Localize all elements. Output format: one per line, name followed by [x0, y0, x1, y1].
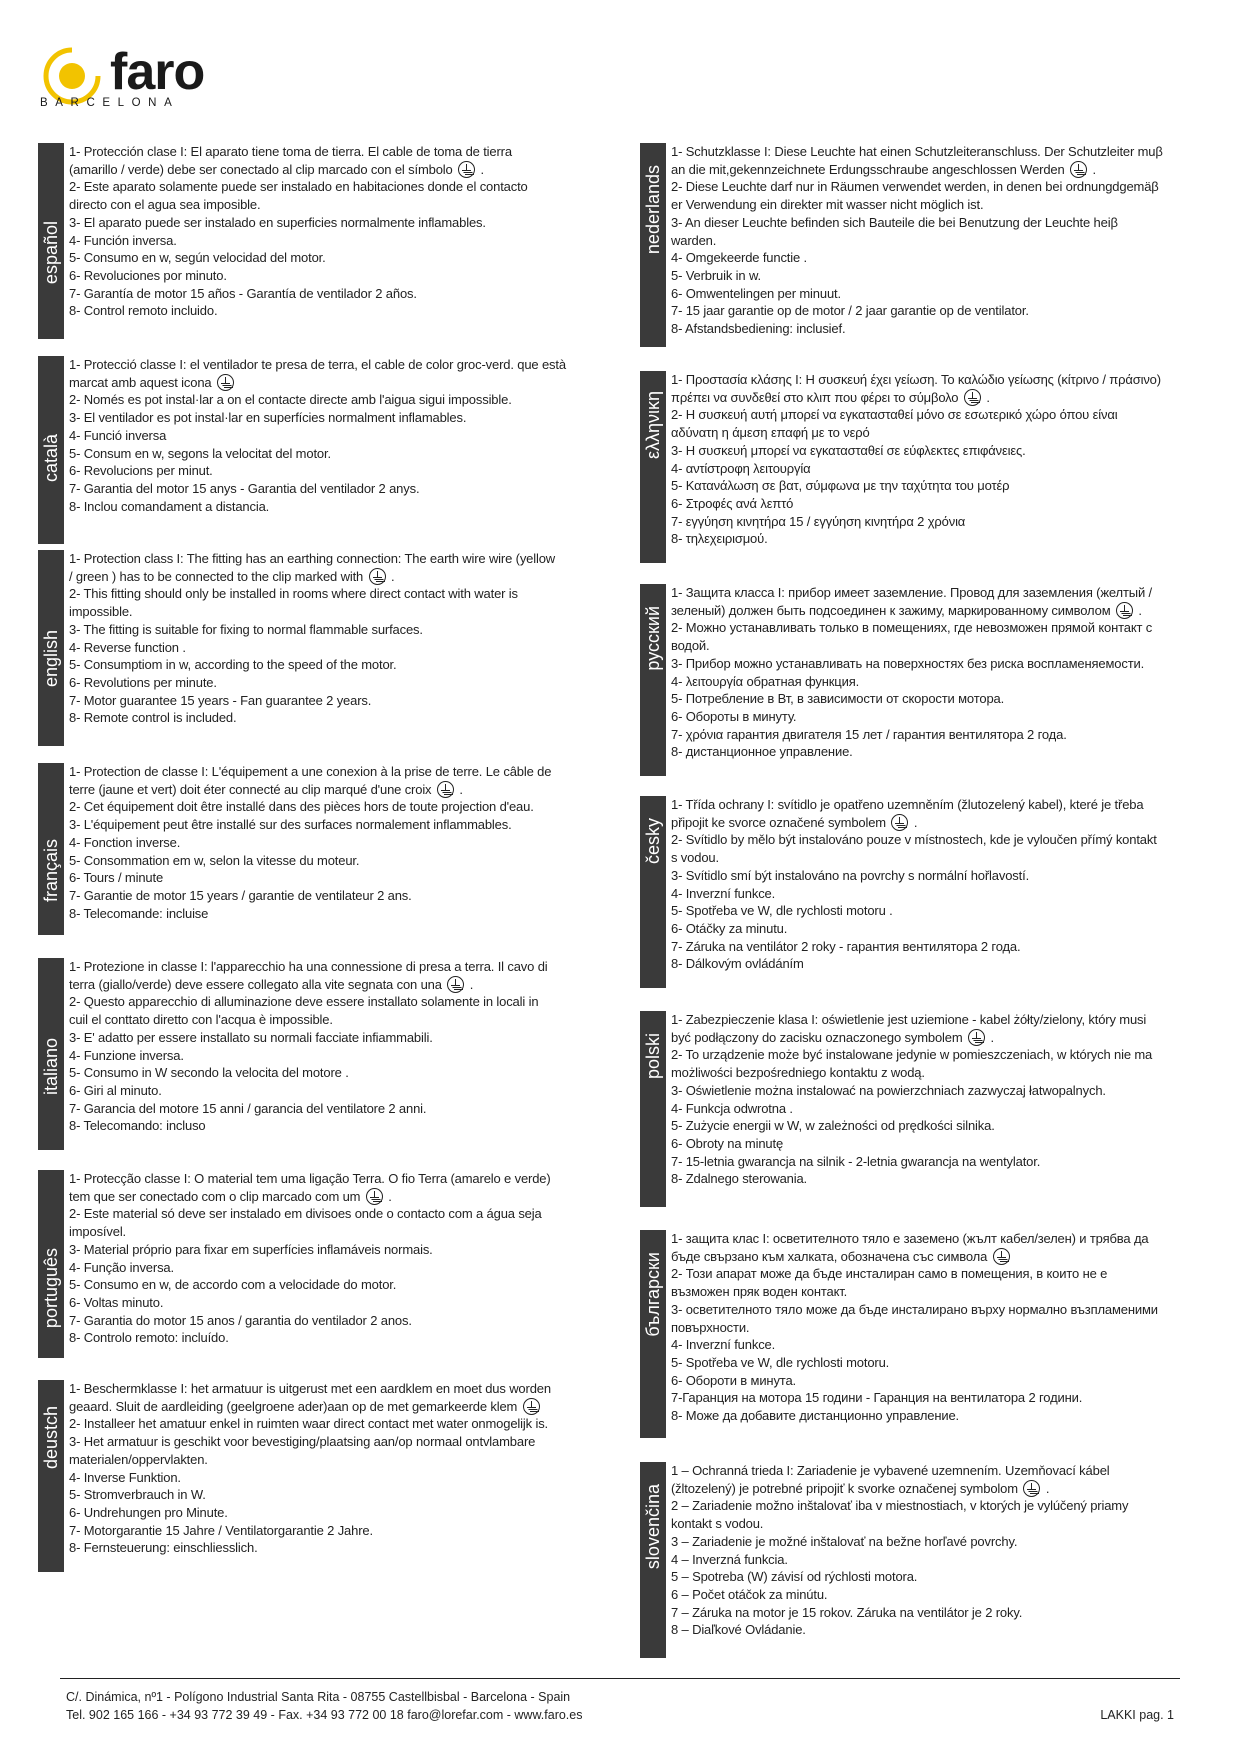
text-line: 7- Garantie de motor 15 years / garantie de ventilateur 2 ans.	[69, 887, 412, 903]
text-line: geaard. Sluit de aardleiding (geelgroene ader)aan op de met gemarkeerde klem	[69, 1398, 551, 1416]
text-line: 7- χρόνια гарантия двигателя 15 лет / гарантия вентилятора 2 года.	[671, 726, 1067, 742]
earth-ground-icon	[523, 1398, 540, 1415]
earth-ground-icon	[1116, 602, 1133, 619]
text-line: 3- Material próprio para fixar em superfícies inflamáveis normais.	[69, 1241, 433, 1257]
text-line: 3- E' adatto per essere installato su normali facciate infiammabili.	[69, 1029, 433, 1045]
text-line: 1- Protecció classe I: el ventilador te presa de terra, el cable de color groc-verd. que està	[69, 357, 566, 372]
text-line: připojit ke svorce označené symbolem .	[671, 814, 918, 830]
text-line: 7 – Záruka na motor je 15 rokov. Záruka na ventilátor je 2 roky.	[671, 1604, 1023, 1620]
text-line: 2- This fitting should only be installed in rooms where direct contact with water is	[69, 586, 518, 602]
text-line: 7- Garantia do motor 15 anos / garantia do ventilador 2 anos.	[69, 1312, 412, 1328]
text-line: 7- Garantia del motor 15 anys - Garantia del ventilador 2 anys.	[69, 480, 420, 496]
text-line: 4- αντίστροφη λειτουργία	[671, 460, 811, 476]
text-line: 8- Afstandsbediening: inclusief.	[671, 321, 846, 337]
language-bar	[640, 1011, 666, 1207]
text-line: 6- Revoluciones por minuto.	[69, 267, 227, 283]
text-line: 4- Funzione inversa.	[69, 1047, 184, 1063]
text-line: 7- 15-letnia gwarancja na silnik - 2-letnia gwarancja na wentylator.	[671, 1153, 1041, 1169]
text-line: 1- Protecção classe I: O material tem uma ligação Terra. O fio Terra (amarelo e verde)	[69, 1171, 551, 1186]
text-line: 5- Consum en w, segons la velocitat del motor.	[69, 445, 331, 461]
earth-ground-icon	[369, 568, 386, 585]
text-line: 5- Consommation em w, selon la vitesse du moteur.	[69, 852, 360, 868]
text-line: 1- Protection class I: The fitting has an earthing connection: The earth wire wire (yellow	[69, 551, 556, 566]
text-line: 2 – Zariadenie možno inštalovať iba v miestnostiach, v ktorých je vylúčený priamy	[671, 1498, 1129, 1514]
text-line: зеленый) должен быть подсоединен к зажиму, маркированному символом .	[671, 602, 1142, 618]
text-line: 3- Η συσκευή μπορεί να εγκατασταθεί σε εύφλεκτες επιφάνειες.	[671, 442, 1026, 458]
language-bar	[38, 958, 64, 1150]
instructions	[69, 1170, 551, 1347]
text-line: 3- An dieser Leuchte befinden sich Bauteile die bei Benutzung der Leuchte heiβ	[671, 214, 1118, 230]
text-line: 5 – Spotreba (W) závisí od rýchlosti motora.	[671, 1569, 918, 1585]
text-line: 6- Giri al minuto.	[69, 1082, 162, 1098]
text-line: 4 – Inverzná funkcia.	[671, 1551, 788, 1567]
footer-address: C/. Dinámica, nº1 - Polígono Industrial Santa Rita - 08755 Castellbisbal - Barcelona - Spain	[66, 1690, 571, 1704]
text-line: er Verwendung ein direkter mit wasser nicht möglich ist.	[671, 197, 984, 213]
language-bar	[38, 1380, 64, 1572]
text-line: 2- Този апарат може да бъде инсталиран само в помещения, в които не е	[671, 1266, 1108, 1282]
text-line: бъде свързано към халката, обозначена със символа	[671, 1248, 1158, 1266]
instructions	[69, 356, 566, 515]
text-line: marcat amb aquest icona	[69, 374, 566, 392]
earth-ground-icon	[447, 976, 464, 993]
text-line: 7- εγγύηση κινητήρα 15 / εγγύηση κινητήρα 2 χρόνια	[671, 513, 966, 529]
text-line: 6- Otáčky za minutu.	[671, 920, 788, 936]
text-line: 1- Protezione in classe I: l'apparecchio ha una connessione di presa a terra. Il cavo di	[69, 959, 548, 974]
earth-ground-icon	[1070, 161, 1087, 178]
text-line: tem que ser conectado com o clip marcado com um .	[69, 1188, 392, 1204]
text-line: 3- El aparato puede ser instalado en superficies normalmente inflamables.	[69, 214, 486, 230]
text-line: 2- Només es pot instal·lar a on el contacte directe amb l'aigua sigui impossible.	[69, 392, 512, 408]
earth-ground-icon	[458, 161, 475, 178]
text-line: 8- Fernsteuerung: einschliesslich.	[69, 1540, 258, 1556]
language-label: ελληνικη	[643, 391, 663, 460]
text-line: kontakt s vodou.	[671, 1516, 764, 1532]
instructions	[671, 796, 1157, 973]
instructions	[671, 584, 1152, 761]
text-line: 5- Spotřeba ve W, dle rychlosti motoru .	[671, 903, 893, 919]
text-line: 6- Στροφές ανά λεπτό	[671, 495, 794, 511]
earth-ground-icon	[217, 374, 234, 391]
text-line: 3 – Zariadenie je možné inštalovať na bežne horľavé povrchy.	[671, 1533, 1018, 1549]
text-line: 8- Telecomando: incluso	[69, 1118, 206, 1134]
text-line: 2- To urządzenie może być instalowane jedynie w pomieszczeniach, w których nie ma	[671, 1047, 1153, 1063]
language-label: català	[41, 434, 61, 483]
text-line: 1- Защита класса I: прибор имеет заземление. Провод для заземления (желтый /	[671, 585, 1153, 600]
instructions	[671, 371, 1161, 548]
text-line: imposível.	[69, 1224, 127, 1240]
text-line: 8- Inclou comandament a distancia.	[69, 498, 270, 514]
text-line: 4- Inverzní funkce.	[671, 1337, 776, 1353]
text-line: impossible.	[69, 604, 133, 620]
instructions	[69, 1380, 551, 1557]
language-label: français	[41, 839, 61, 903]
text-line: warden.	[671, 232, 717, 248]
text-line: możliwości bezpośredniego kontaktu z wodą.	[671, 1065, 925, 1081]
text-line: 6 – Počet otáčok za minútu.	[671, 1586, 828, 1602]
text-line: 8- Zdalnego sterowania.	[671, 1171, 808, 1187]
language-bar	[640, 371, 666, 563]
text-line: 2- Questo apparecchio di alluminazione deve essere installato solamente in locali in	[69, 994, 539, 1010]
language-bar	[640, 1462, 666, 1658]
language-label: български	[643, 1252, 663, 1337]
text-line: 6- Revolucions per minut.	[69, 463, 213, 479]
text-line: 7- Garantía de motor 15 años - Garantía de ventilador 2 años.	[69, 285, 417, 301]
text-line: 1- Protection de classe I: L'équipement a une conexion à la prise de terre. Le câble de	[69, 764, 552, 779]
text-line: 4- Funkcja odwrotna .	[671, 1100, 793, 1116]
brand-sub: BARCELONA	[40, 97, 180, 109]
text-line: 7- Motorgarantie 15 Jahre / Ventilatorgarantie 2 Jahre.	[69, 1522, 373, 1538]
instructions	[69, 958, 548, 1135]
text-line: πρέπει να συνδεθεί στο κλιπ που φέρει το σύμβολο .	[671, 389, 990, 405]
text-line: 1- Schutzklasse I: Diese Leuchte hat einen Schutzleiteranschluss. Der Schutzleiter muβ	[671, 144, 1163, 159]
text-line: 4- Fonction inverse.	[69, 834, 181, 850]
text-line: 7- Motor guarantee 15 years - Fan guarantee 2 years.	[69, 692, 372, 708]
text-line: 1- защита клас I: осветителното тяло е заземено (жълт кабел/зелен) и трябва да	[671, 1231, 1149, 1246]
text-line: 1- Protección clase I: El aparato tiene toma de tierra. El cable de toma de tierra	[69, 144, 512, 159]
instructions	[69, 143, 528, 320]
text-line: (amarillo / verde) debe ser conectado al clip marcado con el símbolo .	[69, 161, 485, 177]
text-line: 3- L'équipement peut être installé sur des surfaces normalement inflammables.	[69, 817, 512, 833]
text-line: 8- Control remoto incluido.	[69, 303, 218, 319]
text-line: 1- Beschermklasse I: het armatuur is uitgerust met een aardklem en moet dus worden	[69, 1381, 551, 1396]
text-line: materialen/oppervlakten.	[69, 1451, 208, 1467]
text-line: 3- Het armatuur is geschikt voor bevestiging/plaatsing aan/op normaal ontvlambare	[69, 1434, 536, 1450]
text-line: 3- Svítidlo smí být instalováno na povrchy s normální hořlavostí.	[671, 867, 1030, 883]
text-line: 8- Може да добавите дистанционно управление.	[671, 1408, 960, 1424]
text-line: водой.	[671, 638, 710, 654]
text-line: 4- Inverzní funkce.	[671, 885, 776, 901]
text-line: 8- Telecomande: incluise	[69, 905, 209, 921]
faro-logo	[38, 42, 228, 112]
text-line: directo con el agua sea imposible.	[69, 197, 261, 213]
earth-ground-icon	[1023, 1480, 1040, 1497]
text-line: 2- Este aparato solamente puede ser instalado en habitaciones donde el contacto	[69, 179, 528, 195]
language-bar	[38, 1170, 64, 1358]
text-line: 8- дистанционное управление.	[671, 744, 853, 760]
language-label: русский	[643, 606, 663, 671]
language-bar	[640, 1230, 666, 1438]
language-label: deustch	[41, 1406, 61, 1470]
language-label: español	[41, 221, 61, 285]
text-line: 1- Třída ochrany I: svítidlo je opatřeno uzemněním (žlutozelený kabel), které je třeba	[671, 797, 1144, 812]
footer-divider	[60, 1678, 1180, 1679]
text-line: 6- Undrehungen pro Minute.	[69, 1504, 228, 1520]
text-line: terra (giallo/verde) deve essere collegato alla vite segnata con una .	[69, 976, 474, 992]
text-line: 4- Função inversa.	[69, 1259, 174, 1275]
text-line: 6- Обороти в минута.	[671, 1372, 797, 1388]
earth-ground-icon	[993, 1248, 1010, 1265]
text-line: 1- Προστασία κλάσης I: Η συσκευή έχει γείωση. Το καλώδιο γείωσης (κίτρινο / πράσινο)	[671, 372, 1161, 387]
language-label: português	[41, 1248, 61, 1329]
text-line: 6- Tours / minute	[69, 870, 164, 886]
text-line: 8- τηλεχειρισμού.	[671, 531, 768, 547]
instructions	[69, 763, 551, 922]
instructions	[671, 1230, 1158, 1425]
text-line: 4- Inverse Funktion.	[69, 1469, 181, 1485]
text-line: (žltozelený) je potrebné pripojiť k svorke označenej symbolom .	[671, 1480, 1050, 1496]
text-line: 5- Verbruik in w.	[671, 267, 761, 283]
language-bar	[640, 143, 666, 347]
text-line: 8- Dálkovým ovládáním	[671, 956, 804, 972]
text-line: 3- El ventilador es pot instal·lar en superfícies normalment inflamables.	[69, 410, 467, 426]
text-line: 4- Reverse function .	[69, 639, 186, 655]
language-bar	[38, 356, 64, 544]
text-line: 5- Consumo en w, según velocidad del motor.	[69, 250, 326, 266]
text-line: 7- Garancia del motore 15 anni / garancia del ventilatore 2 anni.	[69, 1100, 427, 1116]
text-line: 7- Záruka na ventilátor 2 roky - гарантия вентилятора 2 года.	[671, 938, 1021, 954]
text-line: 5- Consumptiom in w, according to the speed of the motor.	[69, 657, 397, 673]
text-line: 1- Zabezpieczenie klasa I: oświetlenie jest uziemione - kabel żółty/zielony, który musi	[671, 1012, 1147, 1027]
text-line: 4- Función inversa.	[69, 232, 177, 248]
text-line: 4- λειτουργία обратная функция.	[671, 673, 860, 689]
text-line: 2- Svítidlo by mělo být instalováno pouze v místnostech, kde je vyloučen přímý kontakt	[671, 832, 1157, 848]
text-line: 3- Прибор можно устанавливать на поверхностях без риска воспламеняемости.	[671, 655, 1145, 671]
text-line: 4- Funció inversa	[69, 427, 167, 443]
page-number: LAKKI pag. 1	[1100, 1708, 1174, 1722]
language-bar	[640, 584, 666, 776]
text-line: 5- Spotřeba ve W, dle rychlosti motoru.	[671, 1354, 890, 1370]
text-line: / green ) has to be connected to the clip marked with .	[69, 568, 395, 584]
text-line: terre (jaune et vert) doit éter connecté au clip marqué d'une croix .	[69, 781, 463, 797]
text-line: 6- Revolutions per minute.	[69, 674, 217, 690]
text-line: повърхности.	[671, 1319, 750, 1335]
text-line: 5- Zużycie energii w W, w zależności od prędkości silnika.	[671, 1118, 995, 1134]
earth-ground-icon	[366, 1188, 383, 1205]
earth-ground-icon	[964, 389, 981, 406]
text-line: 5- Consumo in W secondo la velocita del motore .	[69, 1065, 349, 1081]
earth-ground-icon	[891, 814, 908, 831]
text-line: 2- Diese Leuchte darf nur in Räumen verwendet werden, in denen bei ordnungdgemäβ	[671, 179, 1159, 195]
language-label: english	[41, 630, 61, 688]
text-line: cuil el conttato diretto con l'acqua è impossible.	[69, 1012, 333, 1028]
language-label: polski	[643, 1033, 663, 1080]
text-line: 3- The fitting is suitable for fixing to normal flammable surfaces.	[69, 621, 423, 637]
text-line: 5- Stromverbrauch in W.	[69, 1487, 206, 1503]
language-label: česky	[643, 818, 663, 865]
language-label: italiano	[41, 1038, 61, 1096]
text-line: być podłączony do zacisku oznaczonego symbolem .	[671, 1029, 994, 1045]
earth-ground-icon	[437, 781, 454, 798]
text-line: 6- Voltas minuto.	[69, 1294, 164, 1310]
text-line: 7- 15 jaar garantie op de motor / 2 jaar garantie op de ventilator.	[671, 303, 1029, 319]
instructions	[671, 1011, 1152, 1188]
text-line: 5- Consumo en w, de accordo com a velocidade do motor.	[69, 1277, 397, 1293]
text-line: 2- Cet équipement doit être installé dans des pièces hors de toute projection d'eau.	[69, 799, 534, 815]
language-label: nederlands	[643, 165, 663, 255]
text-line: 7-Гаранция на мотора 15 години - Гаранция на вентилатора 2 години.	[671, 1390, 1083, 1406]
instructions	[671, 143, 1163, 338]
text-line: 3- Oświetlenie można instalować na powierzchniach zazwyczaj łatwopalnych.	[671, 1082, 1106, 1098]
brand-name: faro	[110, 43, 205, 101]
text-line: 6- Обороты в минуту.	[671, 708, 797, 724]
text-line: 6- Omwentelingen per minuut.	[671, 285, 841, 301]
language-bar	[38, 143, 64, 339]
text-line: 5- Κατανάλωση σε βατ, σύμφωνα με την ταχύτητα του μοτέρ	[671, 478, 1010, 494]
instructions	[69, 550, 555, 727]
text-line: 3- осветителното тяло може да бъде инсталирано върху нормално възпламеними	[671, 1301, 1158, 1317]
text-line: 2- Можно устанавливать только в помещениях, где невозможен прямой контакт с	[671, 620, 1153, 636]
language-bar	[640, 796, 666, 988]
text-line: 8 – Diaľkové Ovládanie.	[671, 1622, 806, 1638]
text-line: 6- Obroty na minutę	[671, 1135, 784, 1151]
text-line: 8- Remote control is included.	[69, 710, 237, 726]
text-line: възможен пряк воден контакт.	[671, 1284, 848, 1300]
language-label: slovenčina	[643, 1484, 663, 1570]
text-line: 8- Controlo remoto: incluído.	[69, 1330, 229, 1346]
text-line: an die mit,gekennzeichnete Erdungsschraube angeschlossen Werden .	[671, 161, 1096, 177]
text-line: 2- Η συσκευή αυτή μπορεί να εγκατασταθεί μόνο σε εσωτερικό χώρο όπου είναι	[671, 407, 1118, 423]
language-bar	[38, 763, 64, 935]
text-line: αδύνατη η άμεση επαφή με το νερό	[671, 425, 870, 441]
text-line: 5- Потребление в Вт, в зависимости от скорости мотора.	[671, 691, 1005, 707]
footer-contact: Tel. 902 165 166 - +34 93 772 39 49 - Fax. +34 93 772 00 18 faro@lorefar.com - www.faro.es	[66, 1708, 583, 1722]
text-line: 2- Este material só deve ser instalado em divisoes onde o contacto com a água seja	[69, 1206, 542, 1222]
text-line: 1 – Ochranná trieda I: Zariadenie je vybavené uzemnením. Uzemňovací kábel	[671, 1463, 1110, 1478]
instructions	[671, 1462, 1128, 1639]
earth-ground-icon	[968, 1029, 985, 1046]
text-line: s vodou.	[671, 850, 719, 866]
text-line: 4- Omgekeerde functie .	[671, 250, 808, 266]
text-line: 2- Installeer het amatuur enkel in ruimten waar direct contact met water onmogelijk is.	[69, 1416, 549, 1432]
language-bar	[38, 550, 64, 746]
